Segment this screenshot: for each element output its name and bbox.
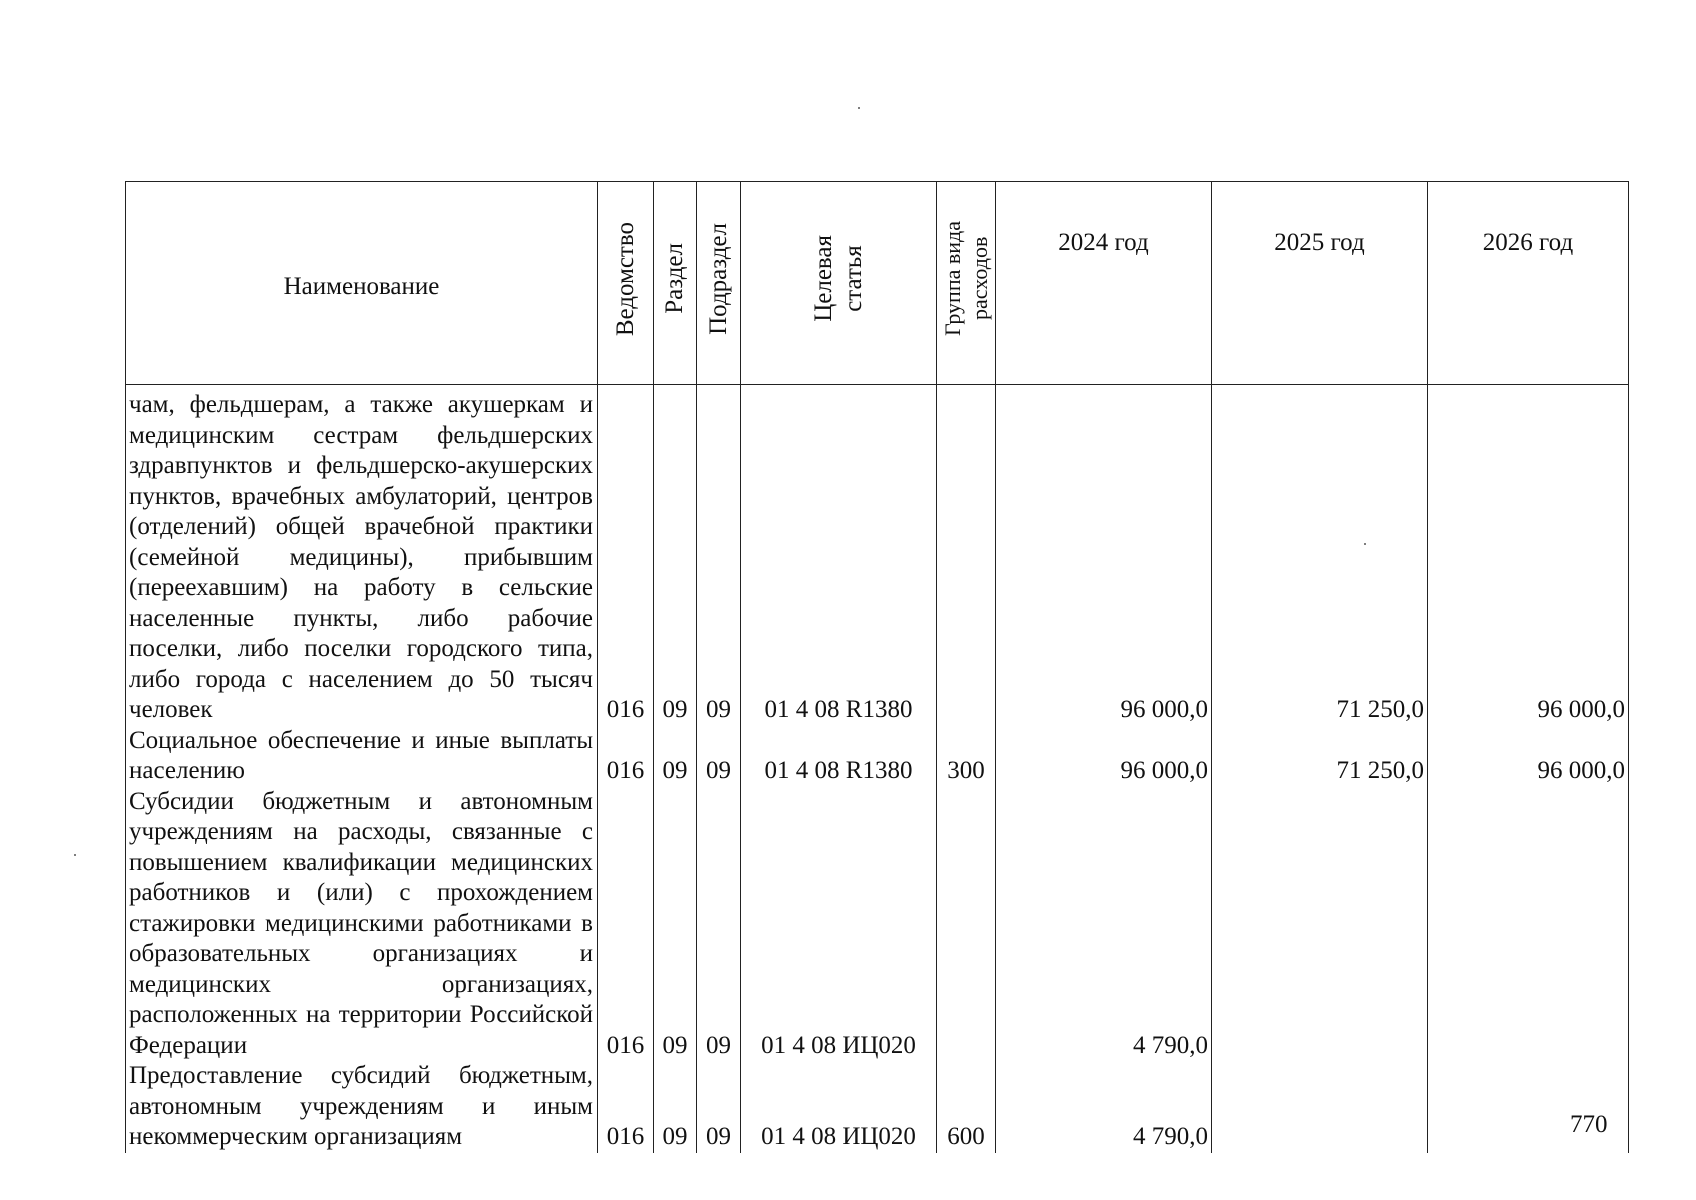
row-section: 09	[654, 787, 697, 1062]
row-name: чам, фельдшерам, а также акушеркам и медицинским сестрам фельдшерских здравпунктов и фельдшерско-акушерских пунктов, врачебных амбулаторий, центров (отделений) общей врачебной практики (семейной медицины), прибывшим (переехавшим) на работу в сельские населенные пункты, либо рабочие поселки, либо поселки городского типа, либо города с населением до 50 тысяч человек	[126, 385, 598, 726]
row-department: 016	[598, 726, 654, 787]
row-section: 09	[654, 726, 697, 787]
row-target-item: 01 4 08 R1380	[741, 726, 937, 787]
scan-speck	[1364, 543, 1366, 545]
row-department: 016	[598, 385, 654, 726]
header-name: Наименование	[126, 182, 598, 385]
row-amount-2025: 71 250,0	[1212, 726, 1428, 787]
header-target-item: Целевая статья	[741, 182, 937, 385]
row-section: 09	[654, 1061, 697, 1153]
row-name: Субсидии бюджетным и автономным учреждениям на расходы, связанные с повышением квалификации медицинских работников и (или) с прохождением стажировки медицинскими работниками в образовательных организациях и медицинских организациях, расположенных на территории Российской Федерации	[126, 787, 598, 1062]
row-amount-2026: 96 000,0	[1428, 385, 1629, 726]
row-subsection: 09	[697, 1061, 741, 1153]
table-header	[126, 182, 1629, 385]
row-subsection: 09	[697, 385, 741, 726]
row-expense-group	[937, 787, 996, 1062]
row-amount-2025	[1212, 1061, 1428, 1153]
row-department: 016	[598, 1061, 654, 1153]
row-subsection: 09	[697, 787, 741, 1062]
table-row	[126, 1061, 1629, 1153]
header-expense-group: Группа вида расходов	[937, 182, 996, 385]
row-expense-group: 300	[937, 726, 996, 787]
row-amount-2026	[1428, 787, 1629, 1062]
table-row	[126, 385, 1629, 726]
row-amount-2024: 96 000,0	[996, 726, 1212, 787]
row-expense-group	[937, 385, 996, 726]
header-year-2025: 2025 год	[1212, 182, 1428, 385]
header-year-2024: 2024 год	[996, 182, 1212, 385]
row-department: 016	[598, 787, 654, 1062]
budget-table	[125, 181, 1629, 1153]
header-department: Ведомство	[598, 182, 654, 385]
row-amount-2024: 4 790,0	[996, 787, 1212, 1062]
row-target-item: 01 4 08 ИЦ020	[741, 1061, 937, 1153]
row-amount-2025: 71 250,0	[1212, 385, 1428, 726]
header-section: Раздел	[654, 182, 697, 385]
scan-speck	[858, 107, 860, 109]
table-body	[126, 385, 1629, 1153]
table-row	[126, 787, 1629, 1062]
row-section: 09	[654, 385, 697, 726]
row-target-item: 01 4 08 R1380	[741, 385, 937, 726]
table-row	[126, 726, 1629, 787]
page-number: 770	[1570, 1111, 1608, 1138]
row-name: Предоставление субсидий бюджетным, автономным учреждениям и иным некоммерческим организациям	[126, 1061, 598, 1153]
row-amount-2024: 4 790,0	[996, 1061, 1212, 1153]
row-name: Социальное обеспечение и иные выплаты населению	[126, 726, 598, 787]
row-amount-2024: 96 000,0	[996, 385, 1212, 726]
scan-speck	[74, 854, 76, 856]
header-subsection: Подраздел	[697, 182, 741, 385]
row-expense-group: 600	[937, 1061, 996, 1153]
row-amount-2026: 96 000,0	[1428, 726, 1629, 787]
header-year-2026: 2026 год	[1428, 182, 1629, 385]
row-target-item: 01 4 08 ИЦ020	[741, 787, 937, 1062]
row-subsection: 09	[697, 726, 741, 787]
row-amount-2025	[1212, 787, 1428, 1062]
